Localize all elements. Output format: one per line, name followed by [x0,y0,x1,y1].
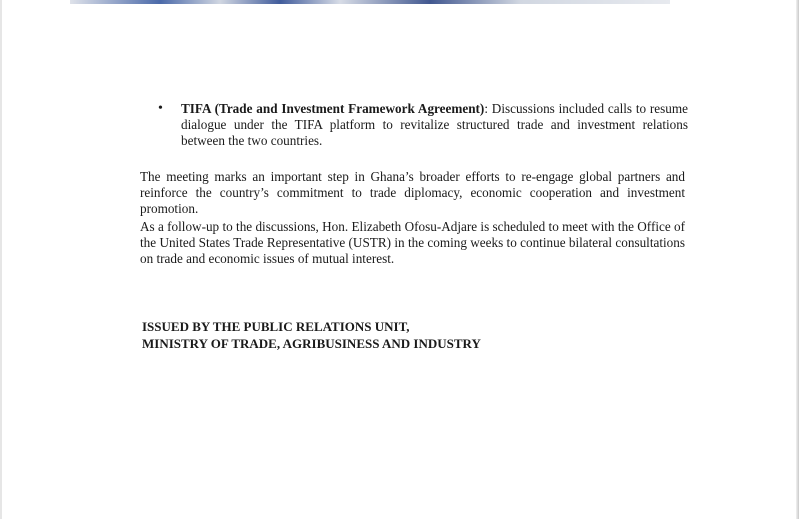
bullet-text [181,101,688,149]
paragraph-meeting-significance: The meeting marks an important step in Ghana’s broader efforts to re-engage global partners and reinforce the country’s commitment to trade diplomacy, economic cooperation and investment promotion. [140,169,685,216]
issued-by-block [142,318,481,352]
bullet-icon: • [158,101,163,116]
bullet-body: : Discussions included calls to resume dialogue under the TIFA platform to revitalize structured trade and investment relations between the two countries. [181,101,688,148]
tifa-bullet-item [158,101,688,149]
issued-by-line: ISSUED BY THE PUBLIC RELATIONS UNIT, [142,319,410,334]
page-header-strip [70,0,670,4]
ministry-name-line: MINISTRY OF TRADE, AGRIBUSINESS AND INDUSTRY [142,336,481,351]
paragraph-follow-up: As a follow-up to the discussions, Hon. Elizabeth Ofosu-Adjare is scheduled to meet with the Office of the United States Trade Representative (USTR) in the coming weeks to continue bilateral consultations on trade and economic issues of mutual interest. [140,219,685,266]
bullet-title: TIFA (Trade and Investment Framework Agreement) [181,101,485,116]
page-left-edge [0,0,2,519]
